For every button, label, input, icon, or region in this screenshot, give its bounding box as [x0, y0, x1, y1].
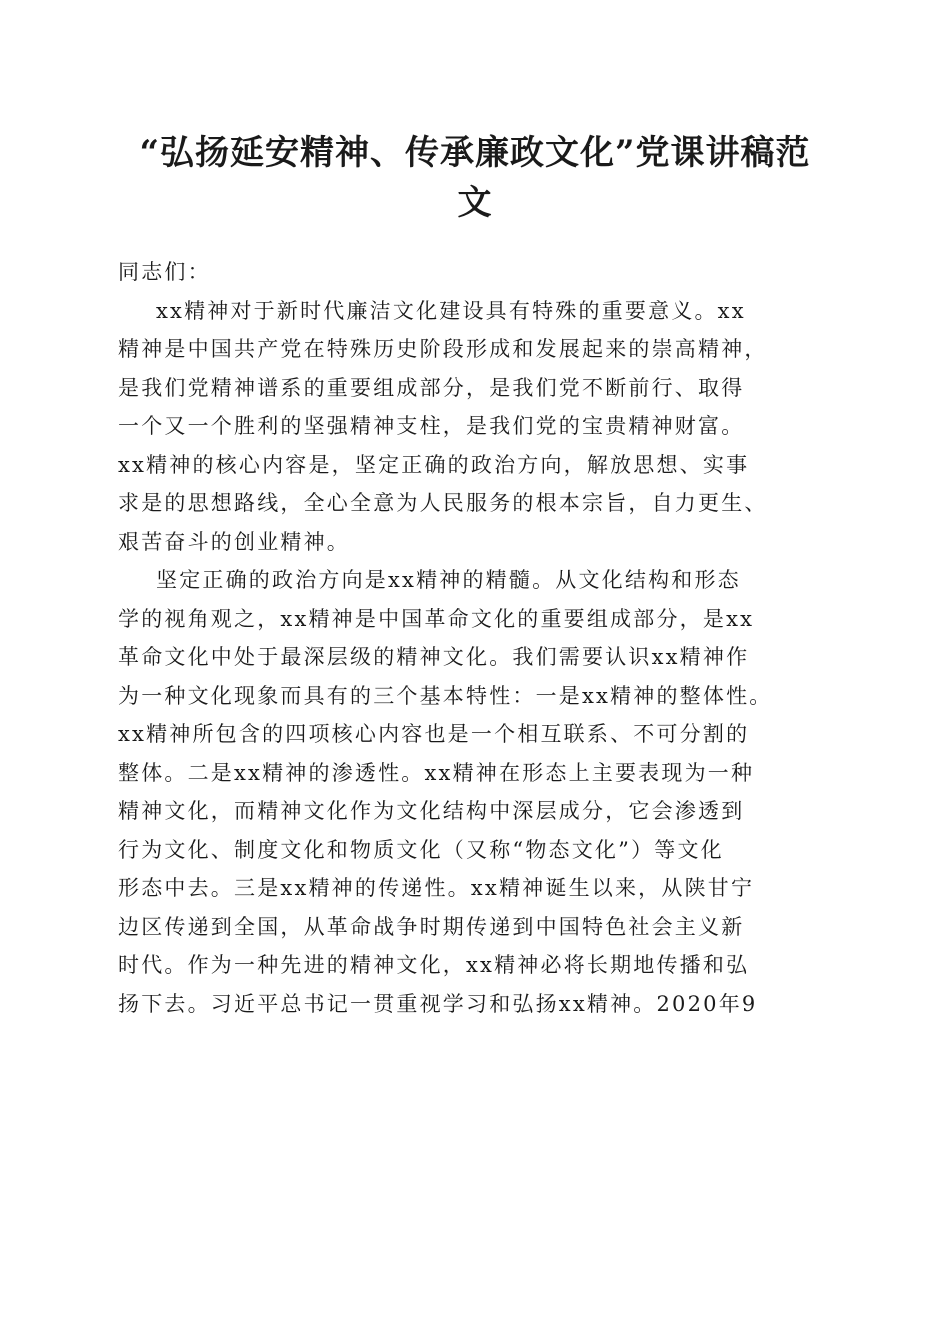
text-line: 革命文化中处于最深层级的精神文化。我们需要认识xx精神作 [118, 645, 750, 669]
text-line: 形态中去。三是xx精神的传递性。xx精神诞生以来，从陕甘宁 [118, 876, 755, 900]
text-line: 为一种文化现象而具有的三个基本特性：一是xx精神的整体性。 [118, 683, 773, 708]
text-line: 整体。二是xx精神的渗透性。xx精神在形态上主要表现为一种 [118, 760, 755, 785]
text-line: 行为文化、制度文化和物质文化（又称“物态文化”）等文化 [118, 837, 724, 862]
text-line: 一个又一个胜利的坚强精神支柱，是我们党的宝贵精神财富。 [118, 414, 745, 438]
text-line: xx精神对于新时代廉洁文化建设具有特殊的重要意义。xx [156, 298, 746, 323]
title-line-1: “弘扬延安精神、传承廉政文化”党课讲稿范 [139, 133, 811, 173]
text-line: 艰苦奋斗的创业精神。 [118, 529, 350, 554]
text-line: 求是的思想路线，全心全意为人民服务的根本宗旨，自力更生、 [118, 491, 768, 515]
salutation: 同志们： [118, 260, 211, 284]
text-line: 坚定正确的政治方向是xx精神的精髓。从文化结构和形态 [156, 568, 741, 592]
title-line-2: 文 [457, 183, 493, 223]
document-title [118, 128, 832, 228]
text-line: 边区传递到全国，从革命战争时期传递到中国特色社会主义新 [118, 914, 745, 939]
text-line: xx精神的核心内容是，坚定正确的政治方向，解放思想、实事 [118, 452, 750, 477]
text-line: 时代。作为一种先进的精神文化，xx精神必将长期地传播和弘 [118, 953, 750, 977]
text-line: 是我们党精神谱系的重要组成部分，是我们党不断前行、取得 [118, 375, 745, 400]
text-line: 扬下去。习近平总书记一贯重视学习和弘扬xx精神。2020年9 [118, 991, 758, 1016]
document-body [118, 253, 842, 1023]
text-line: 精神是中国共产党在特殊历史阶段形成和发展起来的崇高精神， [118, 337, 768, 361]
text-line: xx精神所包含的四项核心内容也是一个相互联系、不可分割的 [118, 722, 750, 746]
text-line: 学的视角观之，xx精神是中国革命文化的重要组成部分，是xx [118, 606, 755, 631]
text-line: 精神文化，而精神文化作为文化结构中深层成分，它会渗透到 [118, 799, 745, 823]
